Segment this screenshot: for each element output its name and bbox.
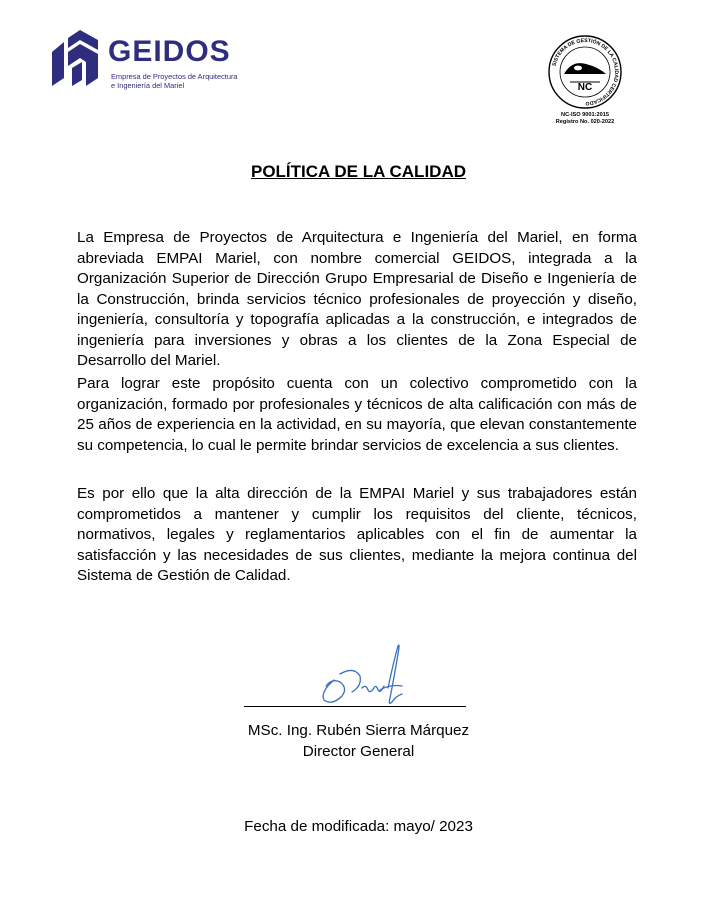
certification-seal-icon	[540, 34, 630, 114]
page-title: POLÍTICA DE LA CALIDAD	[250, 162, 466, 181]
signer-name: MSc. Ing. Rubén Sierra Márquez	[247, 722, 470, 739]
svg-text:SISTEMA DE GESTIÓN DE LA CALID: SISTEMA DE GESTIÓN DE LA CALIDAD CERTIFICADO	[551, 37, 620, 107]
handwritten-signature	[310, 640, 410, 715]
svg-text:NC: NC	[577, 82, 593, 93]
logo-subtitle-line-1: Empresa de Proyectos de Arquitectura	[111, 72, 238, 81]
signature-scribble-icon	[310, 640, 410, 710]
logo-subtitle	[111, 72, 241, 90]
logo-wordmark: GEIDOS	[108, 35, 231, 68]
logo-subtitle-line-2: e Ingeniería del Mariel	[111, 81, 185, 90]
certification-seal	[540, 34, 630, 126]
policy-paragraph-3: Es por ello que la alta dirección de la EMPAI Mariel y sus trabajadores están comprometidos a mantener y cumplir los requisitos del cliente, técnicos, normativos, legales y reglamentarios aplicables con el fin de aumentar la satisfacción y las necesidades de sus clientes, mediante la mejora continua del Sistema de Gestión de Calidad.	[77, 485, 637, 584]
geidos-logo-mark-icon	[50, 28, 106, 88]
company-logo	[50, 28, 238, 90]
policy-paragraph-1: La Empresa de Proyectos de Arquitectura e Ingeniería del Mariel, en forma abreviada EMPAI Mariel, con nombre comercial GEIDOS, integrada a la Organización Superior de Dirección Grupo Empresarial de Diseño e Ingeniería de la Construcción, brinda servicios técnico profesionales de proyección y diseño, ingeniería, consultoría y topografía aplicadas a la construcción, e integrados de ingeniería para inversiones y obras a los clientes de la Zona Especial de Desarrollo del Mariel.	[77, 229, 637, 369]
signature-line	[244, 706, 466, 707]
signer-role: Director General	[302, 743, 415, 760]
modification-date: Fecha de modificada: mayo/ 2023	[244, 818, 473, 835]
seal-standard: NC-ISO 9001:2015	[561, 112, 609, 118]
seal-registry: Registro No. 020-2022	[555, 119, 615, 125]
policy-paragraph-2: Para lograr este propósito cuenta con un colectivo comprometido con la organización, formado por profesionales y técnicos de alta calificación con más de 25 años de experiencia en la actividad, en su mayoría, que elevan constantemente su competencia, lo cual le permite brindar servicios de excelencia a sus clientes.	[77, 375, 637, 454]
